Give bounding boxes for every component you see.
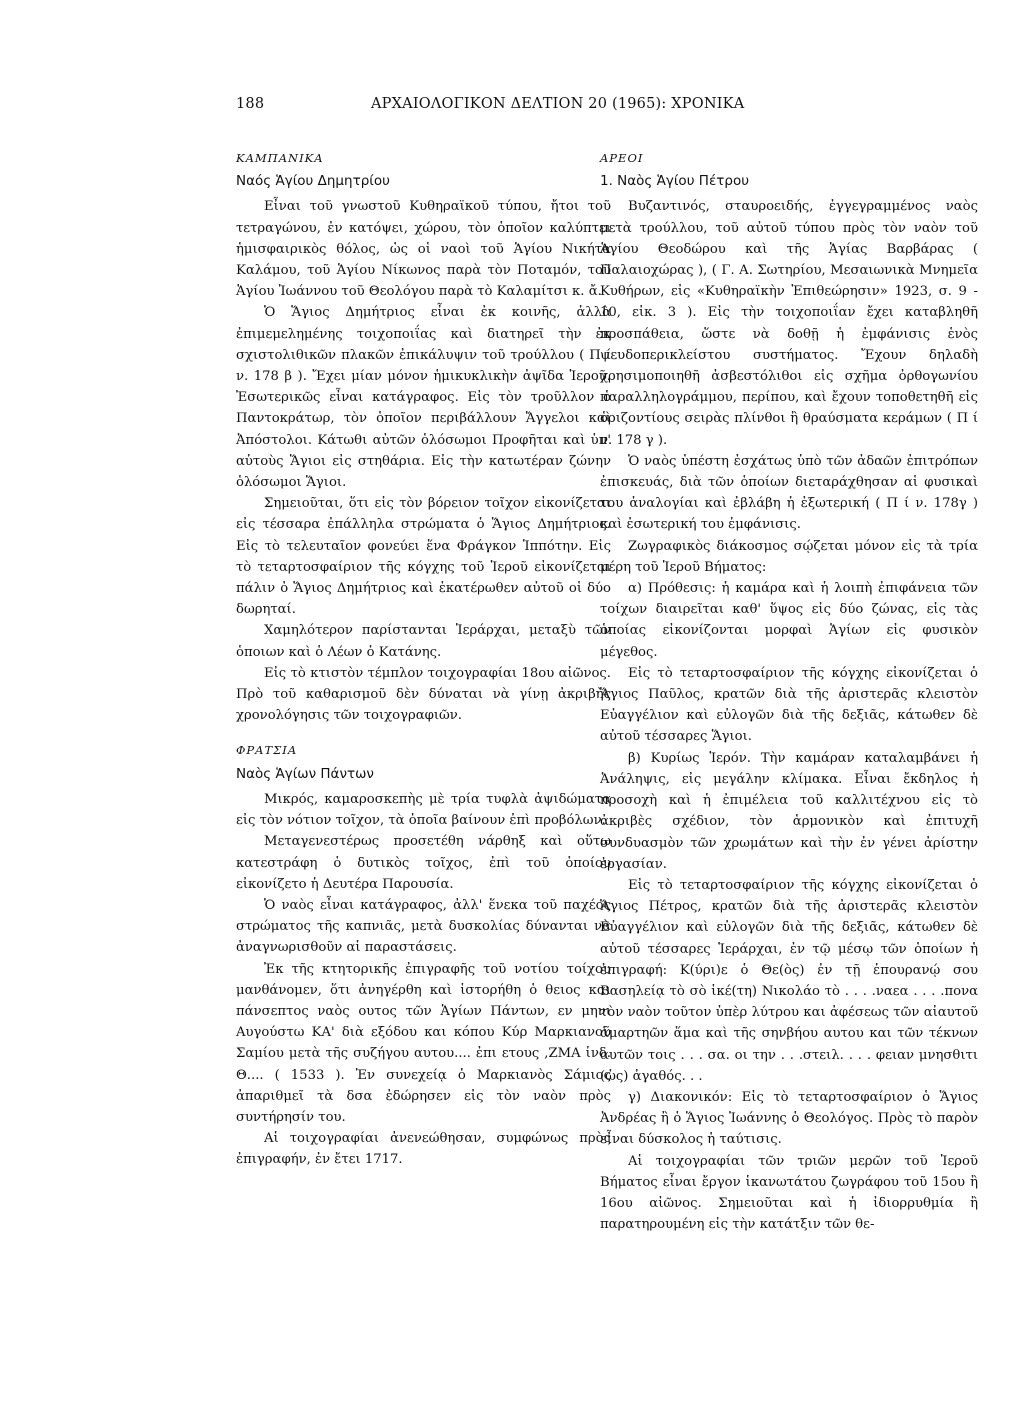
paragraph: Ὁ ναὸς ὑπέστη ἐσχάτως ὑπὸ τῶν ἀδαῶν ἐπιτρόπων ἐπισκευάς, διὰ τῶν ὁποίων διεταράχθησαν αἱ φυσικαὶ του ἀναλογίαι καὶ ἐβλάβη ἡ ἐξωτερική ( Π ί ν. 178γ ) καὶ ἐσωτερική του ἐμφάνισις.: [600, 453, 978, 533]
paragraph: Μεταγενεστέρως προσετέθη νάρθηξ καὶ οὕτω κατεστράφη ὁ δυτικὸς τοῖχος, ἐπὶ τοῦ ὁποίου εἰκονίζετο ἡ Δευτέρα Παρουσία.: [236, 834, 611, 892]
paragraph: Ὁ ναὸς εἶναι κατάγραφος, ἀλλ' ἕνεκα τοῦ παχέος στρώματος τῆς καπνιᾶς, μετὰ δυσκολίας δύνανται νὰ ἀναγνωρισθοῦν αἱ παραστάσεις.: [236, 897, 611, 956]
paragraph: Ἐκ τῆς κτητορικῆς ἐπιγραφῆς τοῦ νοτίου τοίχου μανθάνομεν, ὅτι ἀνηγέρθη καὶ ἱστορήθη ὁ θειος και πάνσεπτος ναὸς ουτος τῶν Ἁγίων Πάντων, εν μηνι Αυγούστω ΚΑ' διὰ εξόδου και κόπου Κύρ Μαρκιανοῦ Σαμίου μετὰ τῆς συζήγου αυτου.... ἐπι ετους ,ΖΜΑ ἰνδ. Θ.... ( 1533 ). Ἐν συνεχείᾳ ὁ Μαρκιανὸς Σάμιος ἀπαριθμεῖ τὰ δσα ἐδώρησεν εἰς τὸν ναὸν πρὸς συντήρησίν του.: [236, 961, 611, 1125]
paragraph: Μικρός, καμαροσκεπὴς μὲ τρία τυφλὰ ἀψιδώματα εἰς τὸν νότιον τοῖχον, τὰ ὁποῖα βαίνουν ἐπὶ προβόλων.: [236, 791, 611, 829]
paragraph: Ζωγραφικὸς διάκοσμος σῴζεται μόνον εἰς τὰ τρία μέρη τοῦ Ἱεροῦ Βήματος:: [600, 538, 978, 575]
section-label-fratsia: ΦΡΑΤΣΙΑ: [236, 743, 298, 758]
paragraph: Εἰς τὸ κτιστὸν τέμπλον τοιχογραφίαι 18ου αἰῶνος. Πρὸ τοῦ καθαρισμοῦ δὲν δύναται νὰ γίνῃ ἀκριβὴς χρονολόγησις τῶν τοιχογραφιῶν.: [236, 665, 611, 724]
right-column: [600, 148, 978, 1235]
church-title-agios-petros: 1. Ναὸς Ἁγίου Πέτρου: [600, 173, 750, 190]
paragraph: Εἰς τὸ τεταρτοσφαίριον τῆς κόγχης εἰκονίζεται ὁ Ἅγιος Παῦλος, κρατῶν διὰ τῆς ἀριστερᾶς κλειστὸν Εὐαγγέλιον καὶ εὐλογῶν διὰ τῆς δεξιᾶς, κάτωθεν δὲ αὐτοῦ τέσσαρες Ἅγιοι.: [600, 665, 978, 745]
paragraph: Εἶναι τοῦ γνωστοῦ Κυθηραϊκοῦ τύπου, ἤτοι τοῦ τετραγώνου, ἐν κατόψει, χώρου, τὸν ὁποῖον καλύπτει ἡμισφαιρικὸς θόλος, ὡς οἱ ναοὶ τοῦ Ἁγίου Νικήτα Καλάμου, τοῦ Ἁγίου Νίκωνος παρὰ τὸν Ποταμόν, τοῦ Ἁγίου Ἰωάννου τοῦ Θεολόγου παρὰ τὸ Καλαμίτσι κ. ἄ.: [236, 199, 611, 300]
left-column: [236, 148, 611, 1171]
paragraph: Ὁ Ἅγιος Δημήτριος εἶναι ἐκ κοινῆς, ἀλλὰ ἐπιμεμελημένης τοιχοποιΐας καὶ διατηρεῖ τὴν ἐκ σχιστολιθικῶν πλακῶν ἐπικάλυψιν τοῦ τρούλλου ( Π ί ν. 178 β ). Ἔχει μίαν μόνον ἡμικυκλικὴν ἀψῖδα Ἱεροῦ. Ἐσωτερικῶς εἶναι κατάγραφος. Εἰς τὸν τροῦλλον ὁ Παντοκράτωρ, τὸν ὁποῖον περιβάλλουν Ἄγγελοι καὶ Ἀπόστολοι. Κάτωθι αὐτῶν ὁλόσωμοι Προφῆται καὶ ὑπ' αὐτοὺς Ἅγιοι εἰς στηθάρια. Εἰς τὴν κατωτέραν ζώνην ὁλόσωμοι Ἅγιοι.: [236, 305, 611, 491]
church-title-agios-dimitrios: Ναός Ἁγίου Δημητρίου: [236, 173, 390, 190]
paragraph: Αἱ τοιχογραφίαι ἀνενεώθησαν, συμφώνως πρὸς ἐπιγραφήν, ἐν ἔτει 1717.: [236, 1131, 611, 1168]
paragraph: Αἱ τοιχογραφίαι τῶν τριῶν μερῶν τοῦ Ἱεροῦ Βήματος εἶναι ἔργον ἱκανωτάτου ζωγράφου τοῦ 15ου ἢ 16ου αἰῶνος. Σημειοῦται καὶ ἡ ἰδιορρυθμία ἢ παρατηρουμένη εἰς τὴν κατάτξιν τῶν θε-: [600, 1153, 978, 1233]
paragraph: Σημειοῦται, ὅτι εἰς τὸν βόρειον τοῖχον εἰκονίζεται εἰς τέσσαρα ἐπάλληλα στρώματα ὁ Ἅγιος Δημήτριος. Εἰς τὸ τελευταῖον φονεύει ἕνα Φράγκον Ἱππότην. Εἰς τὸ τεταρτοσφαίριον τῆς κόγχης τοῦ Ἱεροῦ εἰκονίζεται πάλιν ὁ Ἅγιος Δημήτριος καὶ ἑκατέρωθεν αὐτοῦ οἱ δύο δωρηταί.: [236, 496, 611, 618]
paragraph: Βυζαντινός, σταυροειδής, ἐγγεγραμμένος ναὸς μετὰ τρούλλου, τοῦ αὐτοῦ τύπου πρὸς τὸν ναὸν τοῦ Ἁγίου Θεοδώρου καὶ τῆς Ἁγίας Βαρβάρας ( Παλαιοχώρας ), ( Γ. Α. Σωτηρίου, Μεσαιωνικὰ Μνημεῖα Κυθήρων, εἰς «Κυθηραϊκὴν Ἐπιθεώρησιν» 1923, σ. 9 - 10, εἰκ. 3 ). Εἰς τὴν τοιχοποιΐαν ἔχει καταβληθῆ προσπάθεια, ὥστε νὰ δοθῇ ἡ ἐμφάνισις ἑνὸς ψευδοπερικλείστου συστήματος. Ἔχουν δηλαδὴ χρησιμοποιηθῆ ἀσβεστόλιθοι εἰς σχῆμα ὀρθογωνίου παραλληλογράμμου, περίπου, καὶ ἔχουν τοποθετηθῆ εἰς ὁριζοντίους σειρὰς πλίνθοι ἢ θραύσματα κεράμων ( Π ί ν. 178 γ ).: [600, 199, 978, 448]
paragraph: β) Κυρίως Ἱερόν. Τὴν καμάραν καταλαμβάνει ἡ Ἀνάληψις, εἰς μεγάλην κλίμακα. Εἶναι ἔκδηλος ἡ προσοχὴ καὶ ἡ ἐπιμέλεια τοῦ καλλιτέχνου εἰς τὸ ἀκριβὲς σχέδιον, τὸν ἁρμονικὸν καὶ ἐπιτυχῆ συνδυασμὸν τῶν χρωμάτων καὶ τὴν ἐν γένει ἀρίστην ἐργασίαν.: [600, 750, 978, 872]
paragraph: γ) Διακονικόν: Εἰς τὸ τεταρτοσφαίριον ὁ Ἅγιος Ἀνδρέας ἢ ὁ Ἅγιος Ἰωάννης ὁ Θεολόγος. Πρὸς τὸ παρὸν εἶναι δύσκολος ἡ ταύτισις.: [600, 1089, 978, 1148]
paragraph: Εἰς τὸ τεταρτοσφαίριον τῆς κόγχης εἰκονίζεται ὁ Ἅγιος Πέτρος, κρατῶν διὰ τῆς ἀριστερᾶς κλειστὸν Εὐαγγέλιον καὶ εὐλογῶν διὰ τῆς δεξιᾶς, κάτωθεν δὲ αὐτοῦ τέσσαρες Ἱεράρχαι, ἐν τῷ μέσῳ τῶν ὁποίων ἡ ἐπιγραφή: Κ(ύρι)ε ὁ Θε(ὸς) ἐν τῇ ἐπουρανῴ σου Βασηλείᾳ τὸ σὸ ἱκέ(τη) Νικολάο τὸ . . . .ναεα . . . .πονα τὸν ναὸν τοῦτον ὑπὲρ λύτρου και ἀφέσεως τῶν αἰαυτοῦ ἁμαρτηῶν ἅμα καὶ τῆς σηνβήου αυτου και τῶν τέκνων αυτῶν τοις . . . σα. οι την . . .στειλ. . . . φειαν μνησθιτι (ὡς) ἀγαθός. . .: [600, 877, 978, 1084]
section-label-kampanika: ΚΑΜΠΑΝΙΚΑ: [236, 151, 324, 165]
paragraph: α) Πρόθεσις: ἡ καμάρα καὶ ἡ λοιπὴ ἐπιφάνεια τῶν τοίχων διαιρεῖται καθ' ὕψος εἰς δύο ζώνας, εἰς τὰς ὁποίας εἰκονίζονται μορφαὶ Ἁγίων εἰς φυσικὸν μέγεθος.: [600, 581, 978, 660]
church-title-agion-panton: Ναὸς Ἁγίων Πάντων: [236, 765, 374, 782]
paragraph: Χαμηλότερον παρίστανται Ἱεράρχαι, μεταξὺ τῶν ὁποιων καὶ ὁ Λέων ὁ Κατάνης.: [236, 623, 611, 660]
running-title: ΑΡΧΑΙΟΛΟΓΙΚΟΝ ΔΕΛΤΙΟΝ 20 (1965): ΧΡΟΝΙΚΑ: [371, 96, 745, 112]
section-label-areoi: ΑΡΕΟΙ: [600, 151, 644, 165]
page-number: 188: [236, 96, 265, 112]
